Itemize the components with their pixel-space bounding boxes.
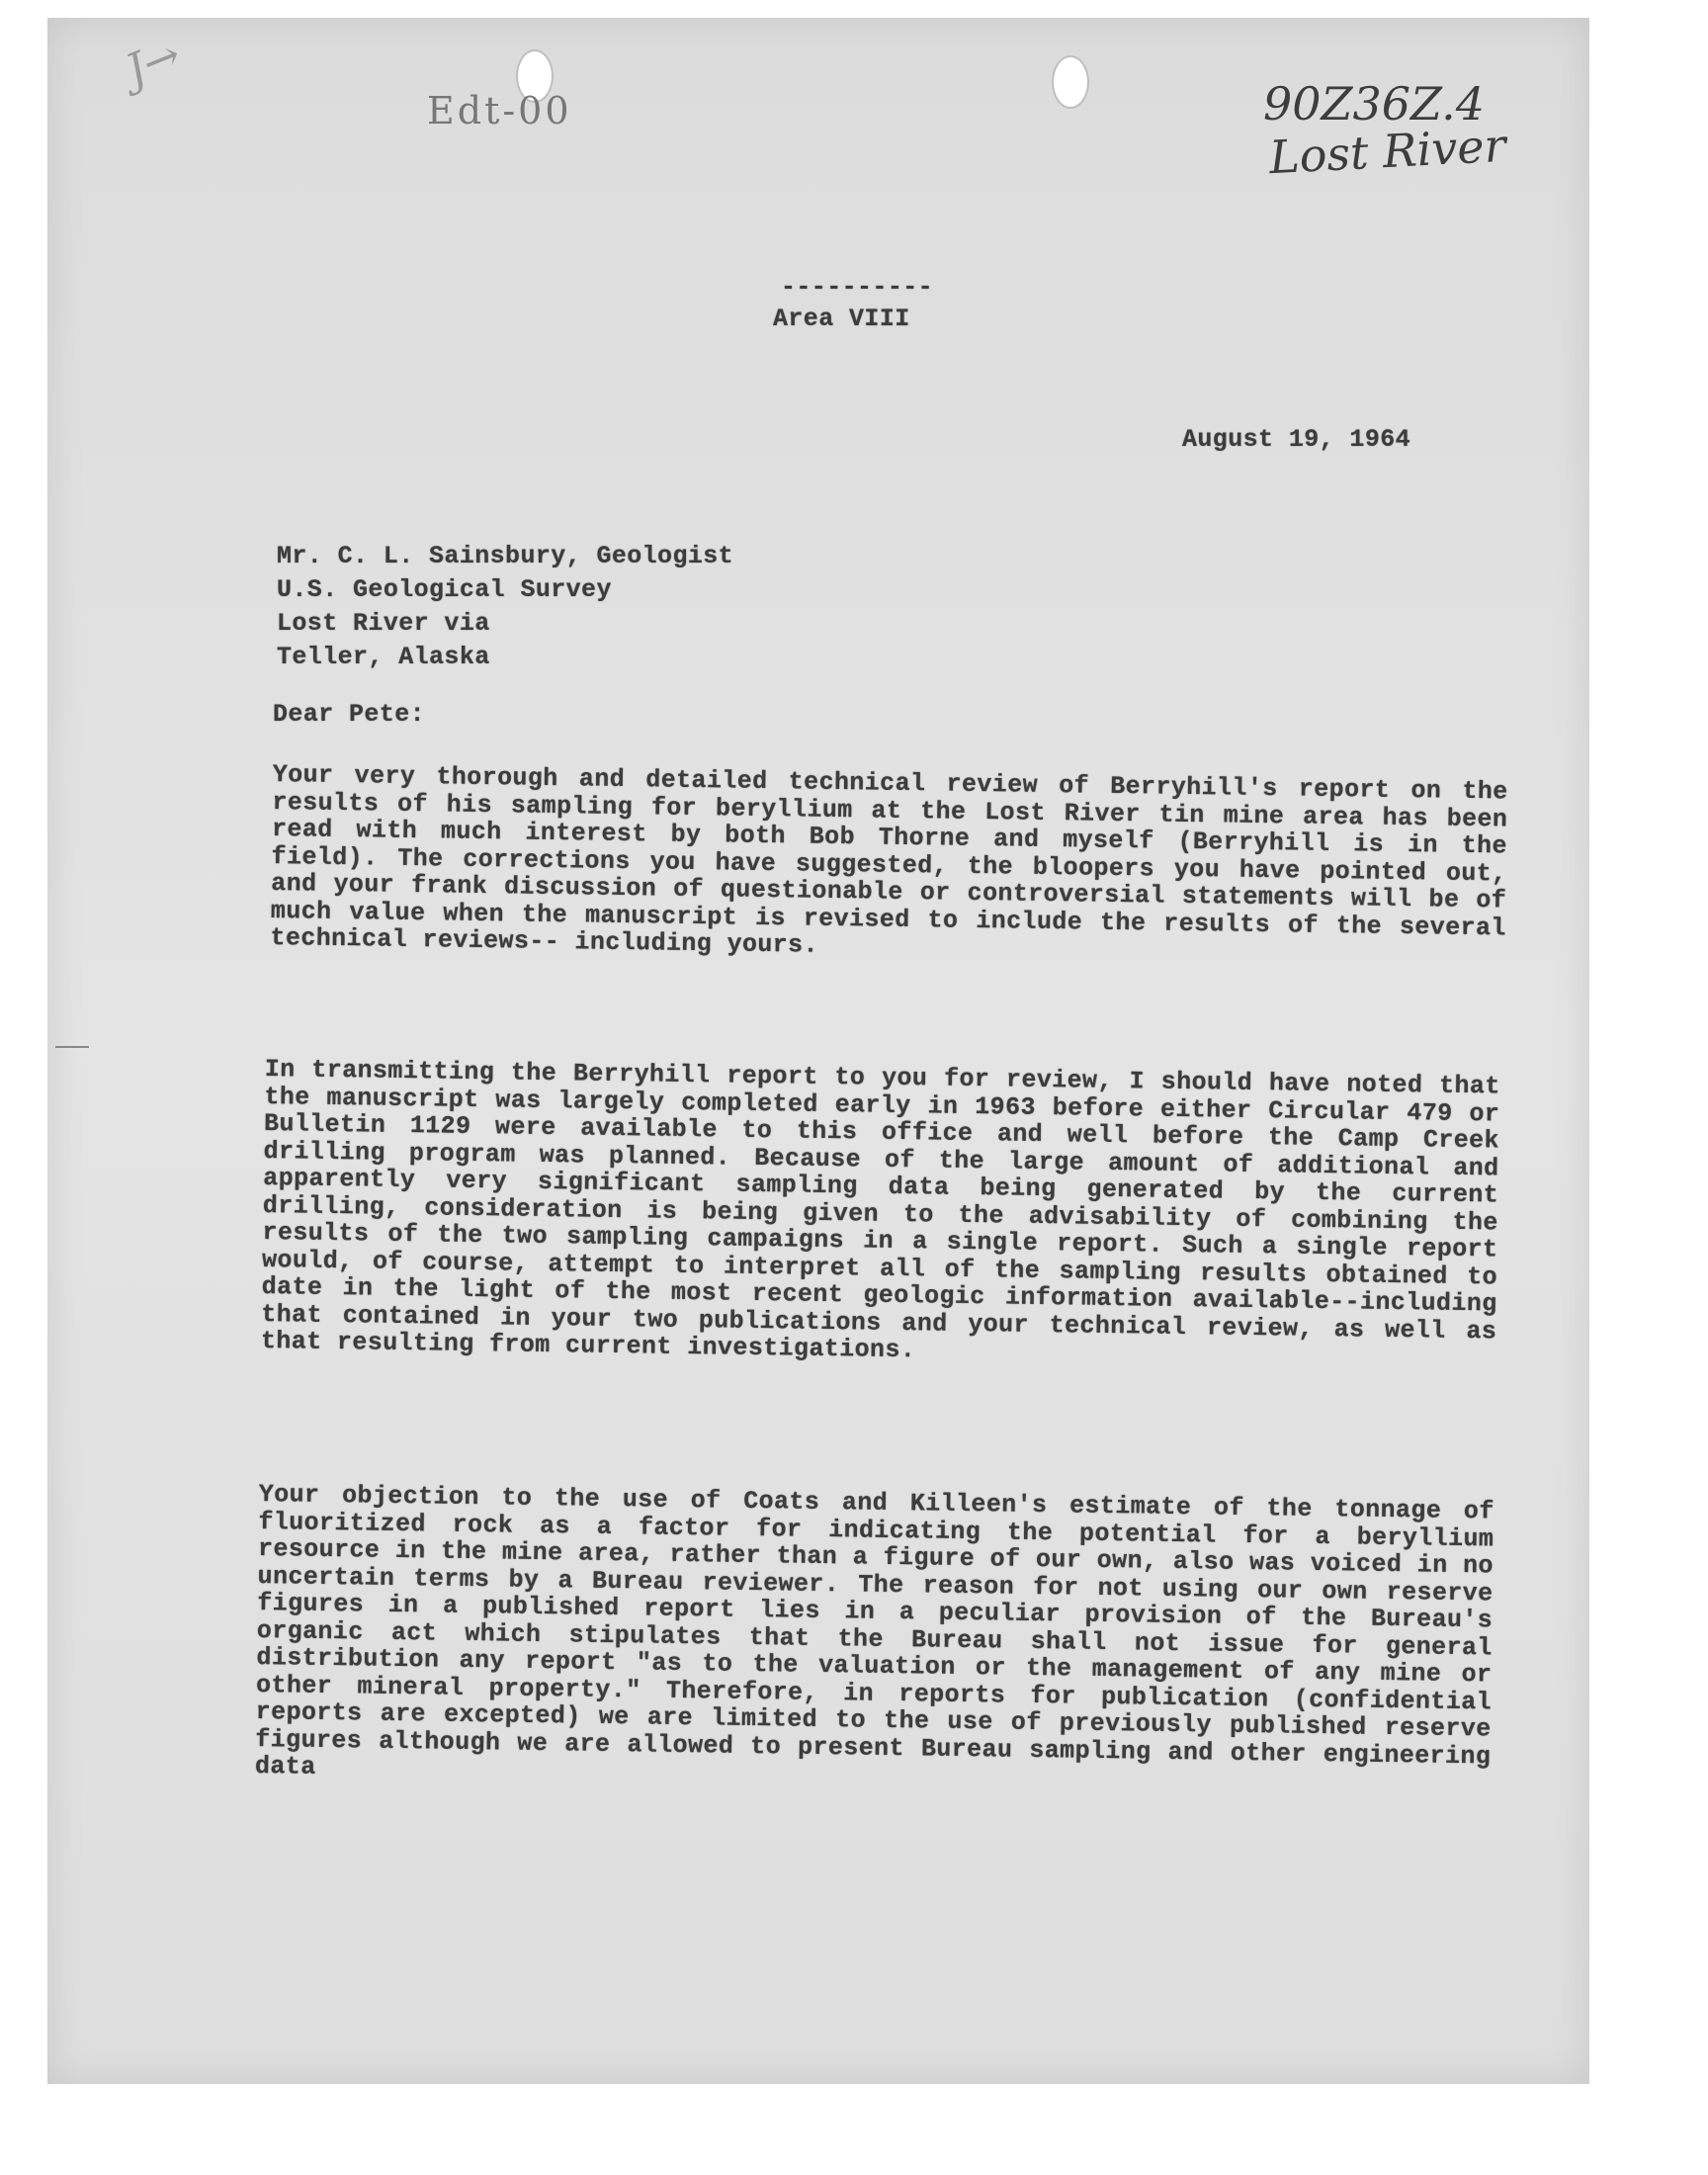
area-heading: Area VIII — [773, 304, 910, 333]
handwritten-file-label: Lost River — [1267, 118, 1507, 185]
punch-hole-right — [1052, 55, 1089, 109]
salutation: Dear Pete: — [273, 700, 426, 729]
address-line: Mr. C. L. Sainsbury, Geologist — [277, 542, 734, 570]
body-paragraph: In transmitting the Berryhill report to you for review, I should have noted that the manuscript was largely completed early in 1963 before either Circular 479 or Bulletin 1129 were available to this office and well before the Camp Creek drilling program was planned. Because of the large amount of additional and apparently very significant sampling data being generated by the current drilling, consideration is being given to the advisability of combining the results of the two sampling campaigns in a single report. Such a single report would, of course, attempt to interpret all of the sampling results obtained to date in the light of the most recent geologic information available--including that contained in your two publications and your technical review, as well as that resulting from current investigations. — [260, 1055, 1500, 1365]
address-line: Teller, Alaska — [277, 643, 490, 671]
recipient-address — [277, 540, 733, 674]
handwritten-corner-mark: J→ — [119, 29, 189, 97]
header-dashes: ---------- — [781, 273, 934, 302]
letter-date: August 19, 1964 — [1182, 425, 1411, 454]
margin-tick-mark — [55, 1046, 89, 1048]
handwritten-stamp: Edt-00 — [427, 89, 572, 132]
handwritten-file-number: 90Z36Z.4 — [1263, 77, 1486, 130]
body-paragraph: Your objection to the use of Coats and Killeen's estimate of the tonnage of fluoritized rock as a factor for indicating the potential for a beryllium resource in the mine area, rather than a figure of our own, also was voiced in no uncertain terms by a Bureau reviewer. The reason for not using our own reserve figures in a published report lies in a peculiar provision of the Bureau's organic act which stipulates that the Bureau shall not issue for general distribution any report "as to the valuation or the management of any mine or other mineral property." Therefore, in reports for publication (confidential reports are excepted) we are limited to the use of previously published reserve figures although we are allowed to present Bureau sampling and other engineering data — [254, 1480, 1494, 1782]
body-paragraph: Your very thorough and detailed technical review of Berryhill's report on the results of his sampling for beryllium at the Lost River tin mine area has been read with much interest by both Bob Thorne and myself (Berryhill is in the field). The corrections you have suggested, the bloopers you have pointed out, and your frank discussion of questionable or controversial statements will be of much value when the manuscript is revised to include the results of the several technical reviews-- including yours. — [270, 760, 1508, 960]
address-line: Lost River via — [277, 609, 490, 638]
address-line: U.S. Geological Survey — [277, 575, 612, 604]
letter-page — [47, 18, 1589, 2084]
